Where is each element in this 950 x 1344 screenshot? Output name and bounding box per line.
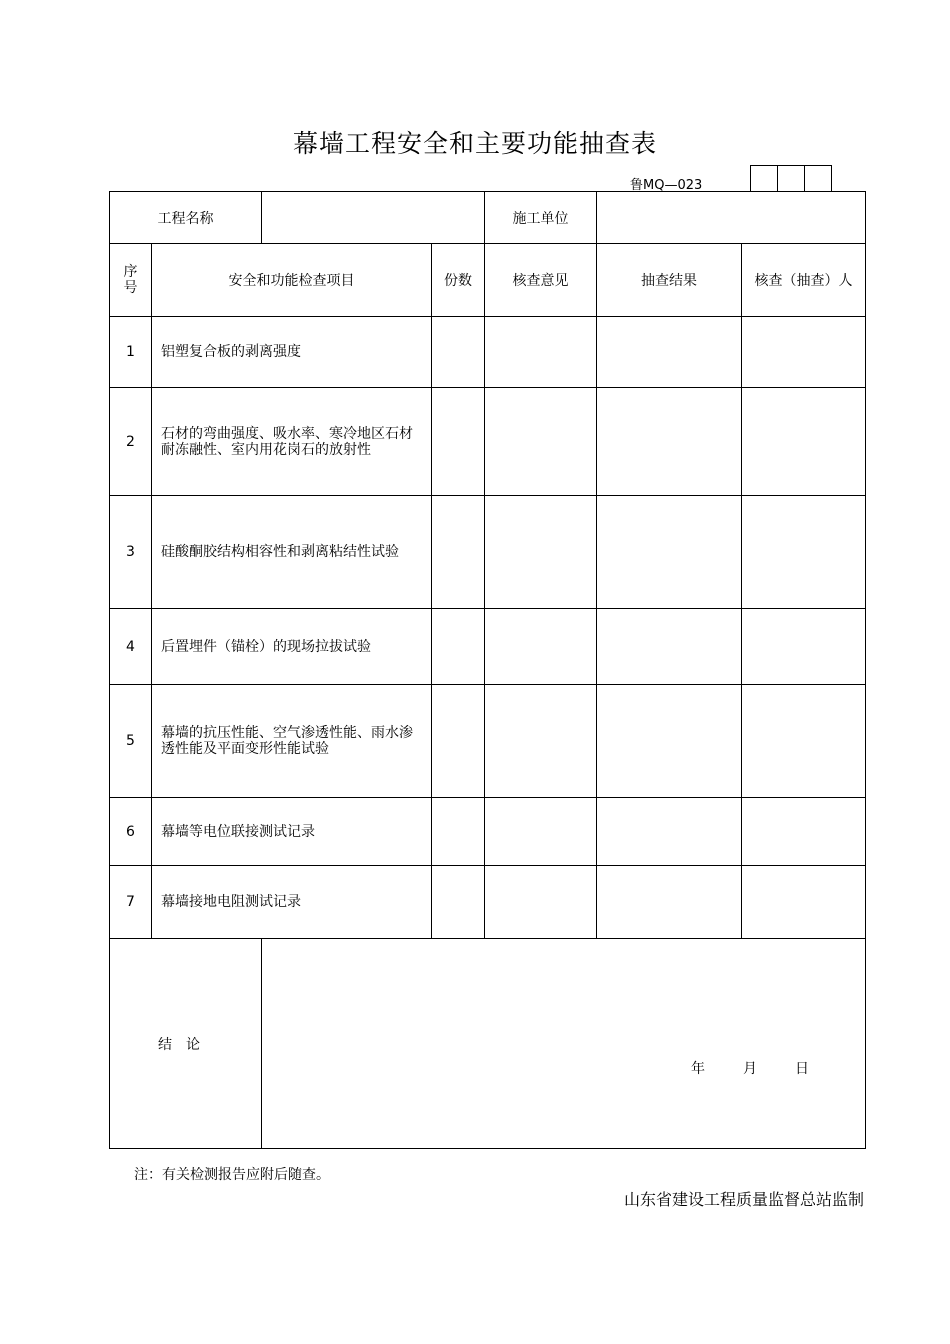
- issuer-footer: 山东省建设工程质量监督总站监制: [623, 1190, 864, 1209]
- opinion-cell[interactable]: [485, 388, 597, 496]
- page-title: 幕墙工程安全和主要功能抽查表: [292, 129, 657, 158]
- col-result: 抽查结果: [597, 244, 742, 317]
- table-row: [110, 609, 866, 685]
- row-number: 2: [110, 388, 152, 496]
- result-cell[interactable]: [597, 609, 742, 685]
- col-item: 安全和功能检查项目: [152, 244, 432, 317]
- opinion-cell[interactable]: [485, 866, 597, 939]
- inspector-cell[interactable]: [742, 388, 866, 496]
- footnote: 注：有关检测报告应附后随查。: [134, 1167, 330, 1183]
- row-number: 7: [110, 866, 152, 939]
- form-number-boxes: [750, 165, 832, 191]
- row-number: 1: [110, 317, 152, 388]
- opinion-cell[interactable]: [485, 496, 597, 609]
- number-box[interactable]: [750, 165, 778, 191]
- conclusion-row: [110, 939, 866, 1149]
- row-item: 幕墙等电位联接测试记录: [152, 798, 432, 866]
- result-cell[interactable]: [597, 866, 742, 939]
- table-row: [110, 685, 866, 798]
- result-cell[interactable]: [597, 496, 742, 609]
- opinion-cell[interactable]: [485, 609, 597, 685]
- inspection-table: [109, 191, 866, 1149]
- row-number: 6: [110, 798, 152, 866]
- copies-cell[interactable]: [432, 609, 485, 685]
- col-inspector: 核查（抽查）人: [742, 244, 866, 317]
- contractor-field[interactable]: [597, 192, 866, 244]
- number-box[interactable]: [777, 165, 805, 191]
- form-code: 鲁MQ—023: [630, 178, 703, 193]
- result-cell[interactable]: [597, 798, 742, 866]
- row-item: 石材的弯曲强度、吸水率、寒冷地区石材耐冻融性、室内用花岗石的放射性: [152, 388, 432, 496]
- table-row: [110, 317, 866, 388]
- conclusion-date: [691, 1058, 809, 1078]
- row-item: 幕墙的抗压性能、空气渗透性能、雨水渗透性能及平面变形性能试验: [152, 685, 432, 798]
- table-row: [110, 496, 866, 609]
- row-item: 幕墙接地电阻测试记录: [152, 866, 432, 939]
- col-index: [110, 244, 152, 317]
- copies-cell[interactable]: [432, 685, 485, 798]
- number-box[interactable]: [804, 165, 832, 191]
- table-row: [110, 798, 866, 866]
- copies-cell[interactable]: [432, 317, 485, 388]
- table-row: [110, 866, 866, 939]
- col-opinion: 核查意见: [485, 244, 597, 317]
- inspector-cell[interactable]: [742, 685, 866, 798]
- date-year: 年: [691, 1061, 705, 1077]
- conclusion-label-cell: [110, 939, 262, 1149]
- column-header-row: [110, 244, 866, 317]
- row-number: 3: [110, 496, 152, 609]
- copies-cell[interactable]: [432, 496, 485, 609]
- row-item: 铝塑复合板的剥离强度: [152, 317, 432, 388]
- copies-cell[interactable]: [432, 866, 485, 939]
- opinion-cell[interactable]: [485, 798, 597, 866]
- row-number: 5: [110, 685, 152, 798]
- copies-cell[interactable]: [432, 388, 485, 496]
- col-index-line1: 序: [123, 264, 138, 280]
- row-item: 后置埋件（锚栓）的现场拉拔试验: [152, 609, 432, 685]
- contractor-label: 施工单位: [485, 192, 597, 244]
- col-index-line2: 号: [123, 280, 138, 296]
- inspector-cell[interactable]: [742, 317, 866, 388]
- result-cell[interactable]: [597, 317, 742, 388]
- result-cell[interactable]: [597, 388, 742, 496]
- conclusion-field[interactable]: [262, 939, 866, 1149]
- row-item: 硅酸酮胶结构相容性和剥离粘结性试验: [152, 496, 432, 609]
- opinion-cell[interactable]: [485, 317, 597, 388]
- inspector-cell[interactable]: [742, 866, 866, 939]
- table-row: [110, 388, 866, 496]
- opinion-cell[interactable]: [485, 685, 597, 798]
- header-row: [110, 192, 866, 244]
- date-month: 月: [743, 1061, 757, 1077]
- col-copies: 份数: [432, 244, 485, 317]
- result-cell[interactable]: [597, 685, 742, 798]
- date-day: 日: [795, 1061, 809, 1077]
- inspector-cell[interactable]: [742, 609, 866, 685]
- project-name-label: 工程名称: [110, 192, 262, 244]
- project-name-field[interactable]: [262, 192, 485, 244]
- inspector-cell[interactable]: [742, 496, 866, 609]
- inspector-cell[interactable]: [742, 798, 866, 866]
- conclusion-label: 结 论: [158, 1036, 200, 1053]
- copies-cell[interactable]: [432, 798, 485, 866]
- row-number: 4: [110, 609, 152, 685]
